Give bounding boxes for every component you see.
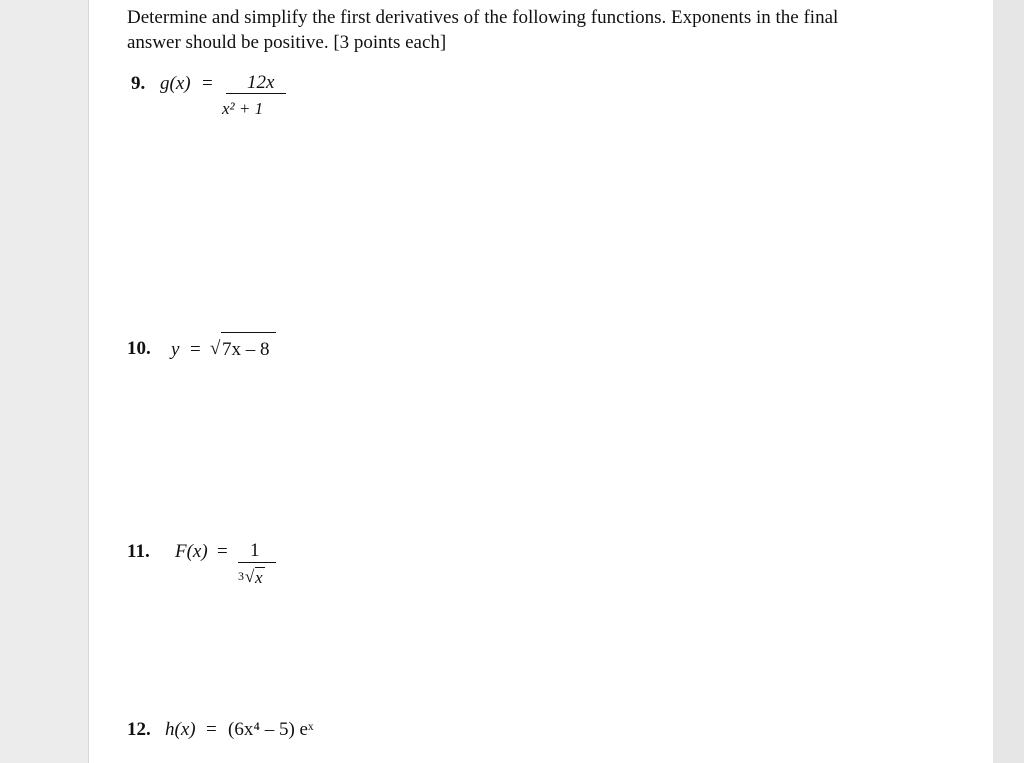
function-rhs: (6x⁴ – 5) eˣ bbox=[228, 719, 314, 740]
fraction-bar bbox=[226, 93, 286, 94]
equals-sign: = bbox=[190, 339, 201, 360]
radical-bar bbox=[221, 332, 276, 333]
instructions-line-2: answer should be positive. [3 points each] bbox=[127, 32, 447, 53]
function-lhs: g(x) bbox=[160, 73, 191, 94]
fraction-bar bbox=[238, 562, 276, 563]
function-lhs: F(x) bbox=[175, 541, 208, 562]
equals-sign: = bbox=[217, 541, 228, 562]
radical-sign: √ bbox=[245, 567, 255, 586]
fraction-numerator: 1 bbox=[250, 540, 260, 561]
fraction-numerator: 12x bbox=[247, 72, 275, 93]
problem-number: 12. bbox=[127, 719, 151, 740]
fraction-denominator: x² + 1 bbox=[222, 99, 264, 118]
equals-sign: = bbox=[206, 719, 217, 740]
left-margin bbox=[0, 0, 88, 763]
function-lhs: h(x) bbox=[165, 719, 196, 740]
instructions-line-1: Determine and simplify the first derivatives of the following functions. Exponents in the final bbox=[127, 7, 839, 28]
root-index: 3 bbox=[238, 569, 244, 583]
problem-number: 11. bbox=[127, 541, 150, 562]
function-lhs: y bbox=[171, 339, 180, 360]
radicand: 7x – 8 bbox=[222, 339, 270, 360]
radical-sign: √ bbox=[210, 338, 221, 359]
problem-number: 10. bbox=[127, 338, 151, 359]
problem-number: 9. bbox=[131, 73, 146, 94]
radicand: x bbox=[255, 568, 263, 587]
right-margin bbox=[993, 0, 1024, 763]
equals-sign: = bbox=[202, 73, 213, 94]
